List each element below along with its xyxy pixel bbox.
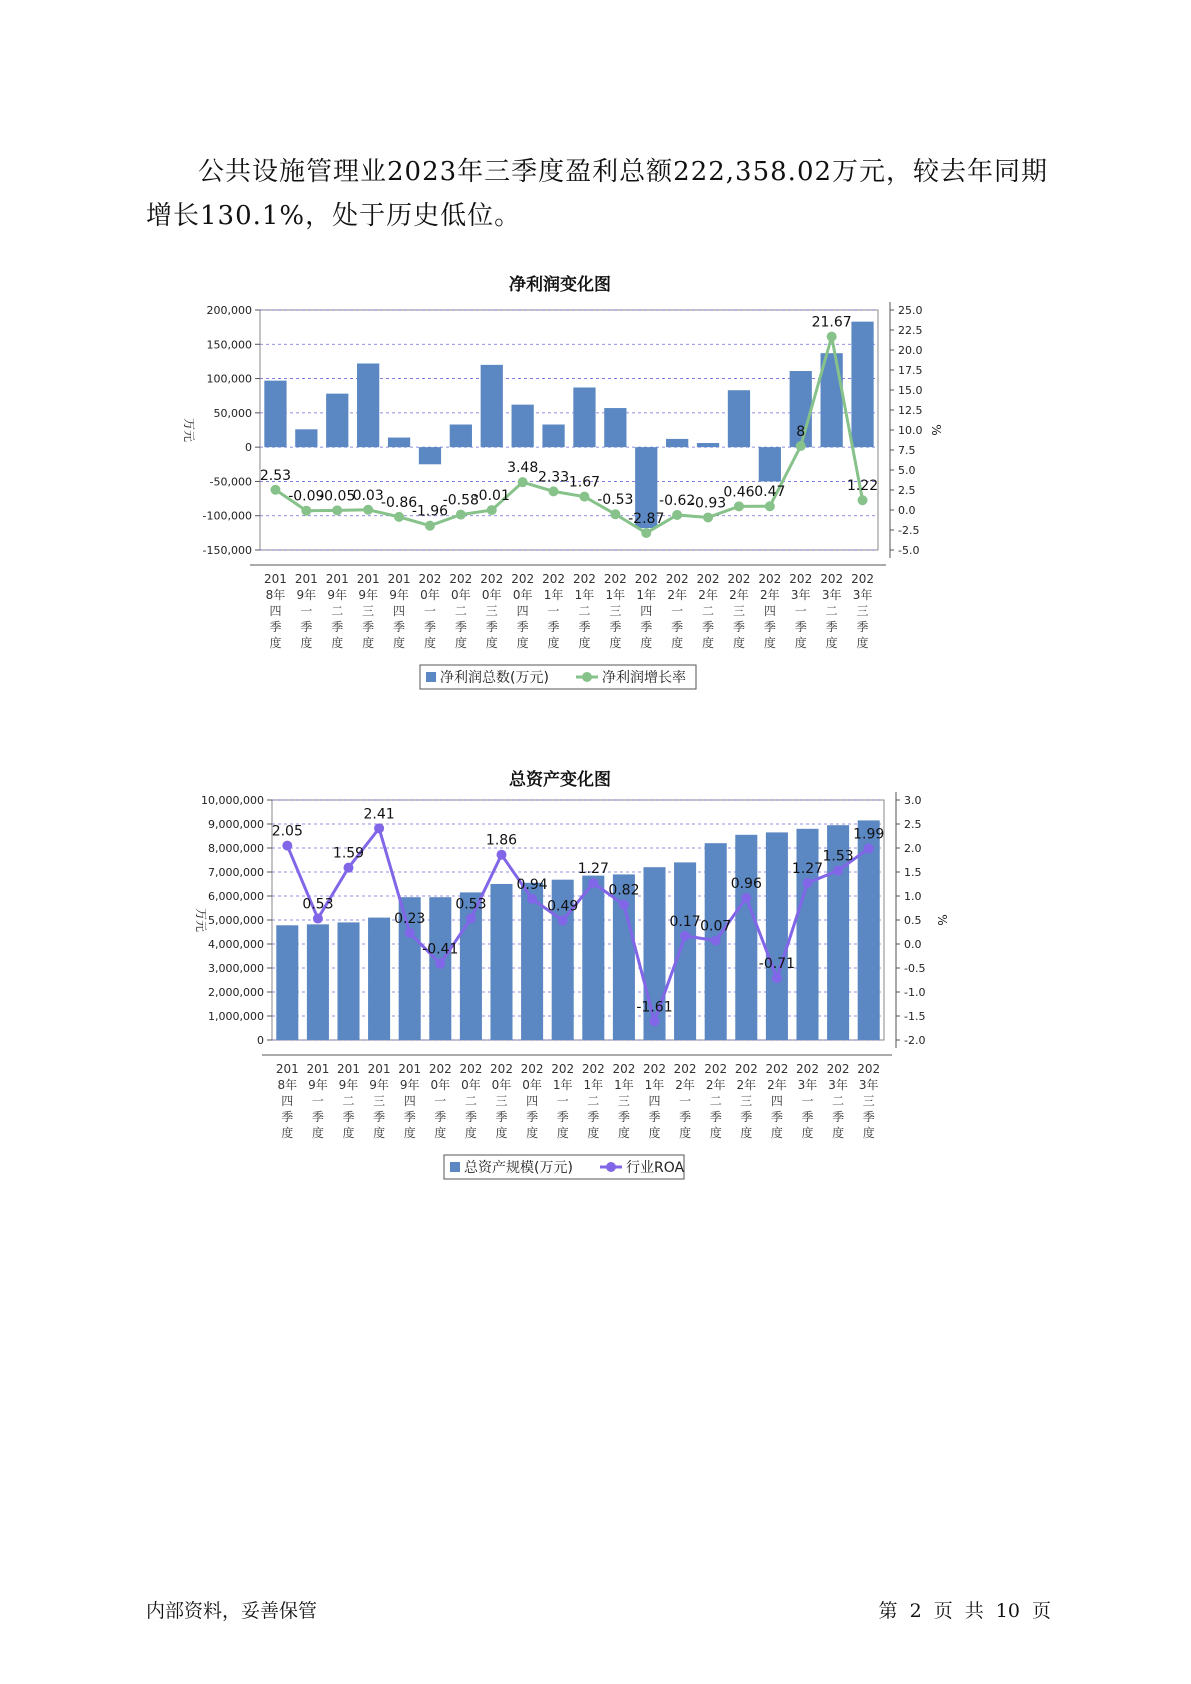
data-label: 0.47 [754, 484, 786, 501]
x-tick-label: 202 0年二季度 [449, 572, 473, 650]
y-tick-label: -50,000 [209, 475, 252, 489]
line-point [711, 936, 721, 946]
line-point [864, 843, 874, 853]
y2-tick-label: -1.0 [904, 986, 926, 999]
x-tick-label: 202 1年四季度 [643, 1062, 666, 1140]
line-point [579, 492, 589, 502]
line-point [650, 1016, 660, 1026]
x-tick-label: 202 0年四季度 [520, 1062, 544, 1140]
data-label: 1.86 [485, 832, 518, 849]
y-tick-label: 9,000,000 [208, 818, 264, 831]
x-tick-label: 202 0年四季度 [511, 572, 535, 650]
data-label: 2.41 [363, 806, 395, 823]
x-tick-label: 202 2年二季度 [696, 572, 720, 650]
y2-tick-label: 2.5 [898, 484, 916, 497]
line-point [588, 878, 598, 888]
line-point [282, 841, 292, 851]
bar [264, 381, 286, 448]
data-label: 0.03 [352, 487, 384, 504]
bar [326, 394, 348, 447]
data-label: 0.53 [302, 896, 334, 913]
legend-label: 净利润总数(万元) [440, 670, 549, 686]
data-label: 1.27 [791, 861, 824, 878]
line-point [772, 973, 782, 983]
y2-tick-label: 0.5 [904, 914, 922, 927]
x-tick-label: 202 1年二季度 [572, 572, 596, 650]
x-tick-label: 202 1年一季度 [542, 572, 566, 650]
data-label: 1.59 [332, 845, 365, 862]
line-point [765, 501, 775, 511]
data-label: 0.96 [730, 875, 762, 892]
x-tick-label: 202 3年一季度 [796, 1062, 819, 1140]
y-tick-label: 5,000,000 [208, 914, 264, 927]
y-axis-label: 万元 [194, 907, 208, 933]
legend-swatch-point [606, 1162, 616, 1172]
y2-tick-label: -0.5 [904, 962, 926, 975]
line-point [558, 915, 568, 925]
x-tick-label: 202 0年三季度 [480, 572, 504, 650]
bar [604, 408, 626, 447]
summary-text: 公共设施管理业2023年三季度盈利总额222,358.02万元，较去年同期增长130.1%，处于历史低位。 [146, 157, 1049, 231]
line-point [405, 928, 415, 938]
data-label: 2.33 [537, 469, 570, 486]
data-label: 1.99 [853, 826, 885, 843]
line-point [796, 441, 806, 451]
data-label: 2.53 [259, 467, 292, 484]
footer-confidential: 内部资料，妥善保管 [146, 1600, 318, 1622]
line-point [301, 506, 311, 516]
y2-tick-label: 20.0 [898, 344, 923, 357]
y-tick-label: 200,000 [206, 304, 252, 317]
data-label: -0.71 [758, 956, 796, 973]
x-tick-label: 202 2年三季度 [727, 572, 751, 650]
line-point [833, 866, 843, 876]
y-tick-label: 0 [245, 441, 252, 455]
x-tick-label: 201 8年四季度 [263, 572, 287, 650]
y2-axis-label: % [929, 424, 943, 436]
x-tick-label: 202 3年二季度 [826, 1062, 850, 1140]
data-label: -0.93 [689, 495, 727, 512]
data-label: 1.27 [577, 861, 609, 878]
y-tick-label: 0 [257, 1034, 264, 1047]
y2-tick-label: 3.0 [904, 794, 922, 807]
x-tick-label: 202 3年二季度 [820, 572, 844, 650]
bar [697, 443, 719, 447]
x-tick-label: 201 9年三季度 [367, 1062, 391, 1140]
y2-tick-label: 22.5 [898, 324, 923, 337]
net-profit-chart-svg [160, 295, 960, 740]
line-point [803, 878, 813, 888]
data-label: 0.49 [547, 898, 579, 915]
line-point [619, 900, 629, 910]
line-point [703, 512, 713, 522]
bar [573, 387, 595, 447]
data-label: 8 [796, 424, 806, 440]
x-tick-label: 201 9年一季度 [294, 572, 318, 650]
data-label: -0.01 [473, 488, 510, 505]
y-tick-label: 7,000,000 [208, 866, 264, 879]
y-tick-label: 3,000,000 [208, 962, 264, 975]
bar [728, 390, 750, 447]
line-point [518, 477, 528, 487]
x-tick-label: 202 2年一季度 [673, 1062, 697, 1140]
x-tick-label: 202 1年四季度 [634, 572, 658, 650]
line-point [270, 485, 280, 495]
y-tick-label: -150,000 [202, 544, 252, 557]
legend-label: 总资产规模(万元) [464, 1160, 573, 1176]
bar [295, 429, 317, 447]
line-point [487, 505, 497, 515]
plot-area [260, 310, 878, 550]
data-label: -1.96 [411, 503, 449, 520]
data-label: -0.05 [319, 488, 356, 505]
x-tick-label: 201 9年二季度 [337, 1062, 360, 1140]
data-label: 21.67 [811, 314, 852, 331]
y2-tick-label: 1.0 [904, 890, 922, 903]
y-tick-label: 6,000,000 [208, 890, 264, 903]
y-tick-label: 50,000 [213, 406, 252, 420]
line-point [313, 914, 323, 924]
bar [521, 883, 543, 1040]
x-tick-label: 202 3年一季度 [789, 572, 813, 650]
x-tick-label: 202 2年四季度 [758, 572, 782, 650]
bar [542, 425, 564, 448]
legend-label: 净利润增长率 [602, 670, 686, 686]
footer-page-number: 第 2 页 共 10 页 [878, 1600, 1051, 1622]
x-tick-label: 201 9年四季度 [387, 572, 411, 650]
y2-tick-label: 25.0 [898, 304, 923, 317]
x-tick-label: 202 2年四季度 [765, 1062, 789, 1140]
chart-title: 净利润变化图 [509, 275, 611, 295]
line-point [425, 521, 435, 531]
x-tick-label: 202 2年一季度 [665, 572, 689, 650]
line-point [332, 505, 342, 515]
legend-swatch-bar [426, 672, 436, 682]
y-tick-label: 1,000,000 [208, 1010, 264, 1023]
data-label: 2.05 [271, 823, 303, 840]
legend-swatch-bar [450, 1162, 460, 1172]
y2-tick-label: 15.0 [898, 384, 923, 397]
y2-tick-label: -2.5 [898, 524, 920, 537]
line-point [435, 959, 445, 969]
x-tick-label: 202 1年三季度 [612, 1062, 636, 1140]
legend [420, 665, 696, 689]
x-tick-label: 202 2年三季度 [734, 1062, 758, 1140]
x-tick-label: 201 8年四季度 [275, 1062, 299, 1140]
x-tick-label: 202 3年三季度 [857, 1062, 881, 1140]
x-tick-label: 202 1年一季度 [551, 1062, 575, 1140]
line-point [497, 850, 507, 860]
data-label: -1.61 [636, 999, 673, 1016]
bar [766, 832, 788, 1040]
x-tick-label: 202 0年一季度 [418, 572, 442, 650]
bar [337, 922, 359, 1040]
x-tick-label: 202 1年三季度 [603, 572, 627, 650]
data-label: -0.86 [380, 494, 418, 511]
y2-tick-label: 0.0 [904, 938, 922, 951]
line-point [363, 505, 373, 515]
y-tick-label: 2,000,000 [208, 986, 264, 999]
line-point [527, 894, 537, 904]
data-label: 1.67 [568, 474, 601, 491]
bar [388, 438, 410, 448]
y-tick-label: 8,000,000 [208, 842, 264, 855]
data-label: -0.58 [442, 492, 479, 509]
line-point [394, 512, 404, 522]
line-point [734, 501, 744, 511]
data-label: 0.17 [669, 913, 701, 930]
y-tick-label: 150,000 [206, 338, 252, 352]
line-point [610, 509, 620, 519]
bar [276, 925, 298, 1040]
bar [450, 425, 472, 448]
y2-tick-label: 7.5 [898, 444, 916, 457]
data-label: -2.87 [628, 510, 665, 527]
legend-swatch-point [582, 672, 592, 682]
data-label: 3.48 [507, 460, 539, 477]
chart-title: 总资产变化图 [509, 770, 611, 790]
bar [759, 447, 781, 481]
data-label: 0.94 [516, 876, 548, 893]
y2-tick-label: -1.5 [904, 1010, 926, 1023]
y2-tick-label: 17.5 [898, 364, 923, 377]
bar [666, 439, 688, 447]
y2-tick-label: 5.0 [898, 464, 916, 477]
y2-tick-label: 2.0 [904, 842, 922, 855]
line-point [456, 510, 466, 520]
data-label: 1.53 [822, 848, 854, 865]
x-tick-label: 202 0年一季度 [428, 1062, 452, 1140]
data-label: -0.09 [288, 488, 325, 505]
data-label: -0.41 [422, 941, 459, 958]
line-point [374, 823, 384, 833]
total-assets-chart-svg [160, 790, 960, 1235]
line-point [466, 914, 476, 924]
bar [481, 365, 503, 447]
bar [307, 924, 329, 1040]
y2-axis-label: % [935, 914, 949, 926]
bar [357, 363, 379, 447]
y2-tick-label: -5.0 [898, 544, 920, 557]
bar [368, 918, 390, 1040]
data-label: -0.53 [597, 492, 634, 509]
y2-tick-label: -2.0 [904, 1034, 926, 1047]
data-label: -0.62 [659, 492, 696, 509]
x-tick-label: 202 0年二季度 [459, 1062, 483, 1140]
line-point [827, 332, 837, 342]
line-point [549, 486, 559, 496]
y-tick-label: 10,000,000 [201, 794, 264, 807]
line-point [641, 528, 651, 538]
data-label: 0.23 [394, 910, 426, 927]
y2-tick-label: 10.0 [898, 424, 923, 437]
x-tick-label: 201 9年一季度 [306, 1062, 330, 1140]
y-tick-label: 100,000 [206, 372, 252, 386]
x-tick-label: 202 1年二季度 [581, 1062, 605, 1140]
x-tick-label: 202 2年二季度 [704, 1062, 728, 1140]
bar [851, 322, 873, 447]
bar [674, 862, 696, 1040]
y-axis-label: 万元 [182, 417, 196, 443]
x-tick-label: 201 9年三季度 [356, 572, 380, 650]
bar [735, 835, 757, 1040]
y-tick-label: 4,000,000 [208, 938, 264, 951]
y2-tick-label: 1.5 [904, 866, 922, 879]
line-point [344, 863, 354, 873]
y2-tick-label: 0.0 [898, 504, 916, 517]
legend-label: 行业ROA [626, 1160, 685, 1176]
data-label: 1.22 [846, 478, 879, 495]
y2-tick-label: 12.5 [898, 404, 923, 417]
data-label: 0.07 [700, 918, 732, 935]
bar [419, 447, 441, 464]
data-label: 0.82 [608, 882, 640, 899]
line-point [741, 893, 751, 903]
legend [444, 1155, 685, 1179]
line-point [672, 510, 682, 520]
data-label: 0.53 [455, 896, 487, 913]
x-tick-label: 202 3年三季度 [851, 572, 875, 650]
bar [512, 405, 534, 448]
x-tick-label: 201 9年四季度 [398, 1062, 422, 1140]
data-label: 0.46 [723, 484, 755, 501]
x-tick-label: 201 9年二季度 [325, 572, 349, 650]
summary-paragraph [146, 150, 1051, 238]
line-point [858, 495, 868, 505]
bar [490, 884, 512, 1040]
x-tick-label: 202 0年三季度 [490, 1062, 513, 1140]
y2-tick-label: 2.5 [904, 818, 922, 831]
y-tick-label: -100,000 [202, 509, 252, 523]
bar [582, 876, 604, 1040]
line-point [680, 931, 690, 941]
